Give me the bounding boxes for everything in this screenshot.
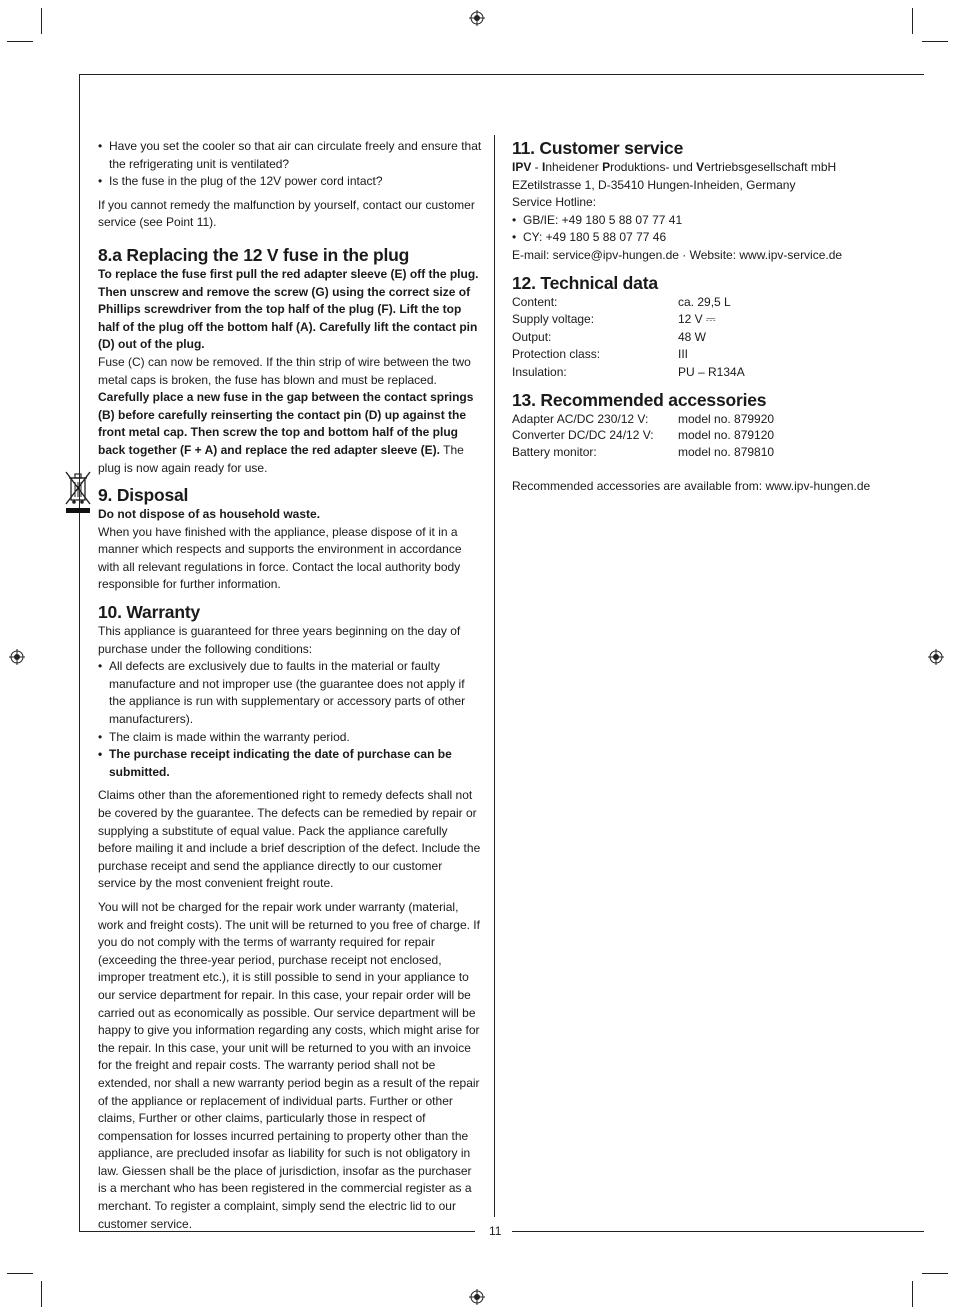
crop-mark (7, 1273, 33, 1274)
spec-label: Output: (512, 329, 552, 344)
section-heading: 13. Recommended accessories (512, 389, 767, 410)
paragraph: If you cannot remedy the malfunction by yourself, contact our customer service (see Point 11). (98, 197, 475, 230)
crop-mark (41, 8, 42, 34)
table-row (512, 294, 912, 312)
company-name-part: nheidener (545, 160, 603, 174)
hotline-label: Service Hotline: (512, 195, 597, 210)
list-item: • The purchase receipt indicating the date of purchase can be submitted. (98, 746, 483, 781)
company-name-part: I (542, 160, 546, 174)
spec-label: Insulation: (512, 364, 567, 379)
section-heading: 12. Technical data (512, 272, 658, 293)
paragraph: Claims other than the aforementioned right to remedy defects shall not be covered by the guarantee. The defects can be remedied by repair or supplying a substitute of equal value. Pack the appliance carefully before mailing it and include a brief description of the defect. Include the purchase receipt and send the appliance directly to our customer service by the most convenient freight route. (98, 788, 481, 891)
section-heading: 9. Disposal (98, 485, 189, 506)
right-column (512, 138, 912, 496)
table-row (512, 411, 912, 428)
paragraph: To replace the fuse first pull the red adapter sleeve (E) off the plug. Then unscrew and remove the screw (G) using the correct size of Phillips screwdriver from the top half of the plug (F). Lift the top half of the plug off the bottom half (A). Carefully lift the contact pin (D) out of the plug. (98, 266, 479, 352)
accessory-model: model no. 879920 (678, 411, 775, 426)
bold-text: Carefully place a new fuse in the gap between the contact springs (B) before carefully reinserting the contact pin (D) up against the front metal cap. Then screw the top and bottom half of the plug back together (F + A) and replace the red adapter sleeve (E). (98, 390, 474, 457)
table-row (512, 444, 912, 461)
technical-data-table (512, 294, 912, 382)
section-heading: 8.a Replacing the 12 V fuse in the plug (98, 244, 410, 265)
paragraph: Fuse (C) can now be removed. If the thin strip of wire between the two metal caps is broken, the fuse has blown and must be replaced. (98, 354, 471, 387)
paragraph (98, 389, 483, 477)
crop-mark (912, 8, 913, 34)
table-row (512, 427, 912, 444)
accessory-model: model no. 879120 (678, 428, 775, 443)
table-row (512, 329, 912, 347)
column-divider (494, 135, 495, 1217)
table-row (512, 346, 912, 364)
accessories-note: Recommended accessories are available from: www.ipv-hungen.de (512, 479, 871, 494)
spec-label: Protection class: (512, 347, 601, 362)
accessory-name: Adapter AC/DC 230/12 V: (512, 411, 649, 426)
contact-info: E-mail: service@ipv-hungen.de · Website: www.ipv-service.de (512, 247, 843, 262)
page-frame-bottom-right (512, 1231, 924, 1232)
spec-value: 12 V ⎓ (678, 312, 716, 327)
spec-label: Content: (512, 294, 558, 309)
registration-mark-icon (469, 1289, 485, 1305)
section-heading: 10. Warranty (98, 602, 200, 623)
company-name-part: roduktions- und (610, 160, 697, 174)
spec-value: ca. 29,5 L (678, 294, 731, 309)
table-row (512, 364, 912, 382)
text: The plug is now again ready for use. (98, 442, 464, 475)
page-frame-left (79, 74, 80, 1232)
warranty-conditions-list (98, 658, 483, 781)
paragraph: Do not dispose of as household waste. (98, 507, 321, 522)
company-name-part: - (531, 160, 543, 174)
section-heading: 11. Customer service (512, 138, 684, 158)
list-item: • GB/IE: +49 180 5 88 07 77 41 (512, 212, 912, 230)
list-item: • Is the fuse in the plug of the 12V power cord intact? (98, 173, 483, 191)
accessory-name: Converter DC/DC 24/12 V: (512, 428, 654, 443)
page-frame-top (79, 74, 924, 75)
registration-mark-icon (9, 649, 25, 665)
crop-mark (41, 1281, 42, 1307)
paragraph: This appliance is guaranteed for three years beginning on the day of purchase under the following conditions: (98, 624, 461, 656)
accessories-table (512, 411, 912, 461)
accessory-name: Battery monitor: (512, 444, 597, 459)
paragraph: When you have finished with the appliance, please dispose of it in a manner which respects and supports the environment in accordance with all relevant regulations in force. Contact the local authority body responsible for further information. (98, 524, 462, 592)
paragraph: You will not be charged for the repair work under warranty (material, work and freight costs). The unit will be returned to you free of charge. If you do not comply with the terms of warranty required for repair (exceeding the three-year period, purchase receipt not enclosed, improper treatment etc.), it is still possible to send in your appliance to our service department for repair. In this case, your repair order will be carried out as economically as possible. Our service department will be happy to give you information regarding any costs, which might arise for the repair. In this case, your unit will be returned to you with an invoice for the freight and repair costs. The warranty period shall not be extended, nor shall a new warranty period begin as a result of the repair of the appliance or replacement of individual parts. Further or other claims, Further or other claims, particularly those in respect of compensation for losses incurred pertaining to property other than the appliance, are precluded insofar as liability for such is not obligatory in law. Giessen shall be the place of jurisdiction, insofar as the purchaser is a merchant who has been registered in the commercial register as a merchant. To register a complaint, simply send the electric lid to our customer service. (98, 899, 480, 1231)
spec-value: PU – R134A (678, 364, 745, 379)
list-item: • All defects are exclusively due to faults in the material or faulty manufacture and not improper use (the guarantee does not apply if the appliance is run with supplementary or accessory parts of other manufacturers). (98, 658, 483, 728)
troubleshooting-list (98, 138, 483, 191)
registration-mark-icon (469, 10, 485, 26)
hotline-list (512, 212, 912, 247)
table-row (512, 311, 912, 329)
company-name-part: P (602, 160, 611, 174)
left-column (98, 138, 483, 1233)
accessory-model: model no. 879810 (678, 444, 775, 459)
crop-mark (7, 41, 33, 42)
spec-value: III (678, 347, 689, 362)
company-name-part: ertriebsgesellschaft mbH (704, 160, 837, 174)
list-item: • Have you set the cooler so that air can circulate freely and ensure that the refrigerating unit is ventilated? (98, 138, 483, 173)
company-name-part: V (696, 160, 705, 174)
company-name-part: IPV (512, 160, 532, 174)
crop-mark (922, 41, 948, 42)
company-name (512, 159, 912, 177)
address: EZetilstrasse 1, D-35410 Hungen-Inheiden, Germany (512, 177, 796, 192)
list-item: • CY: +49 180 5 88 07 77 46 (512, 229, 912, 247)
registration-mark-icon (928, 649, 944, 665)
crop-mark (912, 1281, 913, 1307)
spec-label: Supply voltage: (512, 312, 595, 327)
page-number: 11 (489, 1224, 502, 1238)
spec-value: 48 W (678, 329, 707, 344)
list-item: • The claim is made within the warranty period. (98, 729, 483, 747)
crossed-out-bin-icon (65, 470, 91, 514)
crop-mark (922, 1273, 948, 1274)
